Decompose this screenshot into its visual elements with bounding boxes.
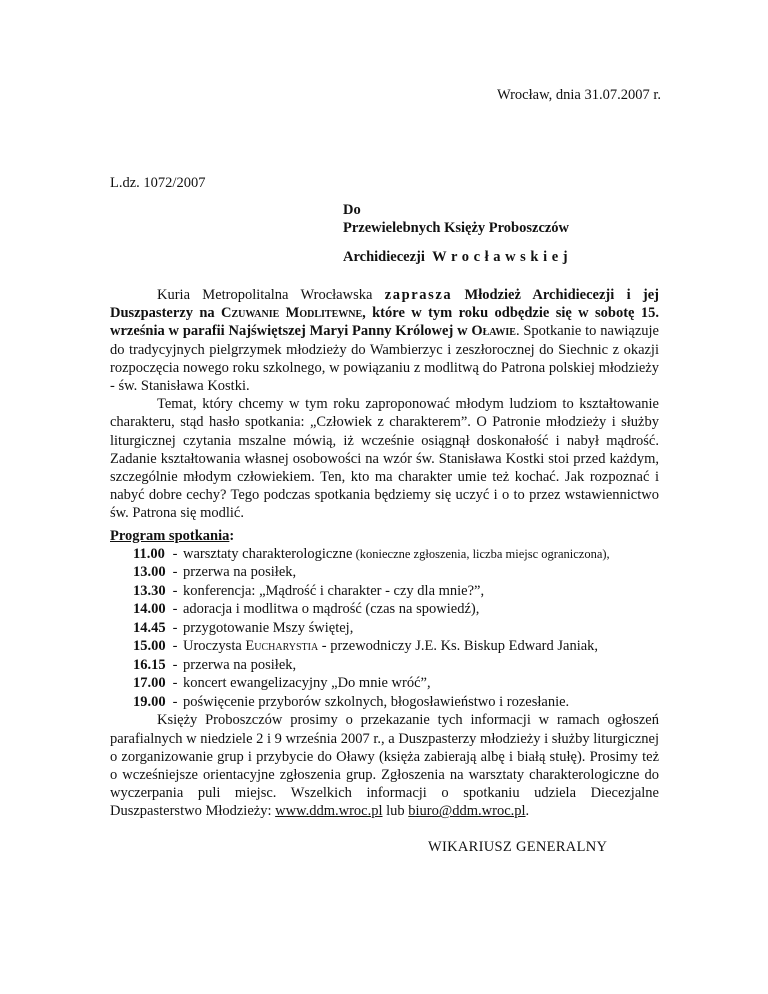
- program-text: przerwa na posiłek,: [183, 656, 297, 673]
- program-item: [133, 674, 610, 693]
- program-text: przerwa na posiłek,: [183, 564, 297, 581]
- program-text: koncert ewangelizacyjny „Do mnie wróć”,: [183, 675, 431, 692]
- p1-place: Oławie: [471, 323, 516, 340]
- date-line: Wrocław, dnia 31.07.2007 r.: [497, 87, 661, 103]
- program-time: 16.15: [133, 656, 166, 673]
- letter-body: [110, 286, 659, 821]
- recipient-line-3a: Archidiecezji: [343, 249, 425, 265]
- program-text-main: warsztaty charakterologiczne: [183, 545, 353, 562]
- program-list: [133, 545, 610, 712]
- p1-bold-1: Młodzież Archidiecezji i jej Duszpasterzy na: [110, 287, 659, 322]
- recipient-line-3b: Wrocławskiej: [432, 249, 573, 265]
- paragraph-3: [110, 711, 659, 820]
- program-dash: -: [172, 601, 178, 618]
- p1-event-name: Czuwanie Modlitewne: [221, 305, 363, 322]
- program-time: 15.00: [133, 638, 166, 655]
- p1-zaprasza: zaprasza: [384, 287, 453, 303]
- recipient-block: [343, 201, 572, 266]
- program-dash: -: [172, 582, 178, 599]
- program-text: adoracja i modlitwa o mądrość (czas na spowiedź),: [183, 601, 480, 618]
- p3-mid: lub: [382, 803, 409, 820]
- program-item: [133, 563, 610, 582]
- program-dash: -: [172, 545, 178, 562]
- paragraph-1: [110, 286, 659, 395]
- program-item: [133, 637, 610, 656]
- program-item: [133, 600, 610, 619]
- website-link[interactable]: www.ddm.wroc.pl: [275, 803, 383, 820]
- program-text: przygotowanie Mszy świętej,: [183, 619, 354, 636]
- program-item: [133, 619, 610, 638]
- program-dash: -: [172, 675, 178, 692]
- program-item: [133, 693, 610, 712]
- program-time: 13.00: [133, 564, 166, 581]
- signature: WIKARIUSZ GENERALNY: [428, 839, 608, 855]
- program-text-eucharist: Eucharystia: [245, 638, 319, 655]
- program-time: 17.00: [133, 675, 166, 692]
- recipient-line-1: Do: [343, 202, 361, 218]
- program-item: [133, 582, 610, 601]
- p1-intro: Kuria Metropolitalna Wrocławska: [157, 287, 385, 303]
- p3-end: .: [525, 803, 530, 820]
- reference-number: L.dz. 1072/2007: [110, 175, 206, 191]
- program-dash: -: [172, 656, 178, 673]
- program-time: 14.00: [133, 601, 166, 618]
- program-text-main: Uroczysta: [183, 638, 246, 655]
- program-dash: -: [172, 638, 178, 655]
- program-text-note: (konieczne zgłoszenia, liczba miejsc ograniczona),: [352, 546, 610, 561]
- program-heading-colon: :: [229, 527, 235, 544]
- program-text-tail: - przewodniczy J.E. Ks. Biskup Edward Janiak,: [318, 638, 599, 655]
- program-time: 11.00: [133, 545, 165, 562]
- program-time: 14.45: [133, 619, 166, 636]
- program-text: konferencja: „Mądrość i charakter - czy dla mnie?”,: [183, 582, 485, 599]
- email-link[interactable]: biuro@ddm.wroc.pl: [408, 803, 526, 820]
- program-text: [183, 637, 610, 656]
- program-heading-text: Program spotkania: [110, 527, 230, 544]
- paragraph-2: Temat, który chcemy w tym roku zaproponować młodym ludziom to kształtowanie charakteru, stąd hasło spotkania: „Człowiek z charakterem”. O Patronie młodzieży i służby liturgicznej czytania mszalne mówią, iż wcześnie osiągnął doskonałość i nabył mądrość. Zadanie kształtowania własnej osobowości na wzór św. Stanisława Kostki stoi przed każdym, szczególnie młodym człowiekiem. Ten, kto ma charakter umie też kochać. Jak rozpoznać i nabyć dobre cechy? Tego podczas spotkania będziemy się uczyć i o to przez wstawiennictwo św. Patrona się modlić.: [110, 396, 659, 522]
- program-item: [133, 656, 610, 675]
- p1-rest: . Spotkanie to nawiązuje do tradycyjnych pielgrzymek młodzieży do Wambierzyc i zeszłorocznej do Siechnic z okazji rozpoczęcia nowego roku szkolnego, w powiązaniu z modlitwą do Patrona polskiej młodzieży - św. Stanisława Kostki.: [110, 323, 659, 395]
- recipient-line-2: Przewielebnych Księży Proboszczów: [343, 220, 570, 236]
- p1-bold-2: , które w tym roku odbędzie się w sobotę 15. września w parafii Najświętszej Maryi Panny Królowej w: [110, 305, 659, 340]
- program-text: [183, 545, 610, 564]
- program-time: 13.30: [133, 582, 166, 599]
- recipient-line-3: [343, 248, 572, 266]
- program-dash: -: [172, 693, 178, 710]
- program-time: 19.00: [133, 693, 166, 710]
- program-heading: [110, 527, 659, 545]
- program-item: [133, 545, 610, 564]
- program-text: poświęcenie przyborów szkolnych, błogosławieństwo i rozesłanie.: [183, 693, 570, 710]
- program-dash: -: [172, 564, 178, 581]
- program-dash: -: [172, 619, 178, 636]
- p3-text: Księży Proboszczów prosimy o przekazanie tych informacji w ramach ogłoszeń parafialnych w niedziele 2 i 9 września 2007 r., a Duszpasterzy młodzieży i służby liturgicznej o zorganizowanie grup i przybycie do Oławy (księża zabierają albę i białą stułę). Prosimy też o wcześniejsze orientacyjne zgłoszenia grup. Zgłoszenia na warsztaty charakterologiczne do wyczerpania puli miejsc. Wszelkich informacji o spotkaniu udziela Diecezjalne Duszpasterstwo Młodzieży:: [110, 712, 659, 820]
